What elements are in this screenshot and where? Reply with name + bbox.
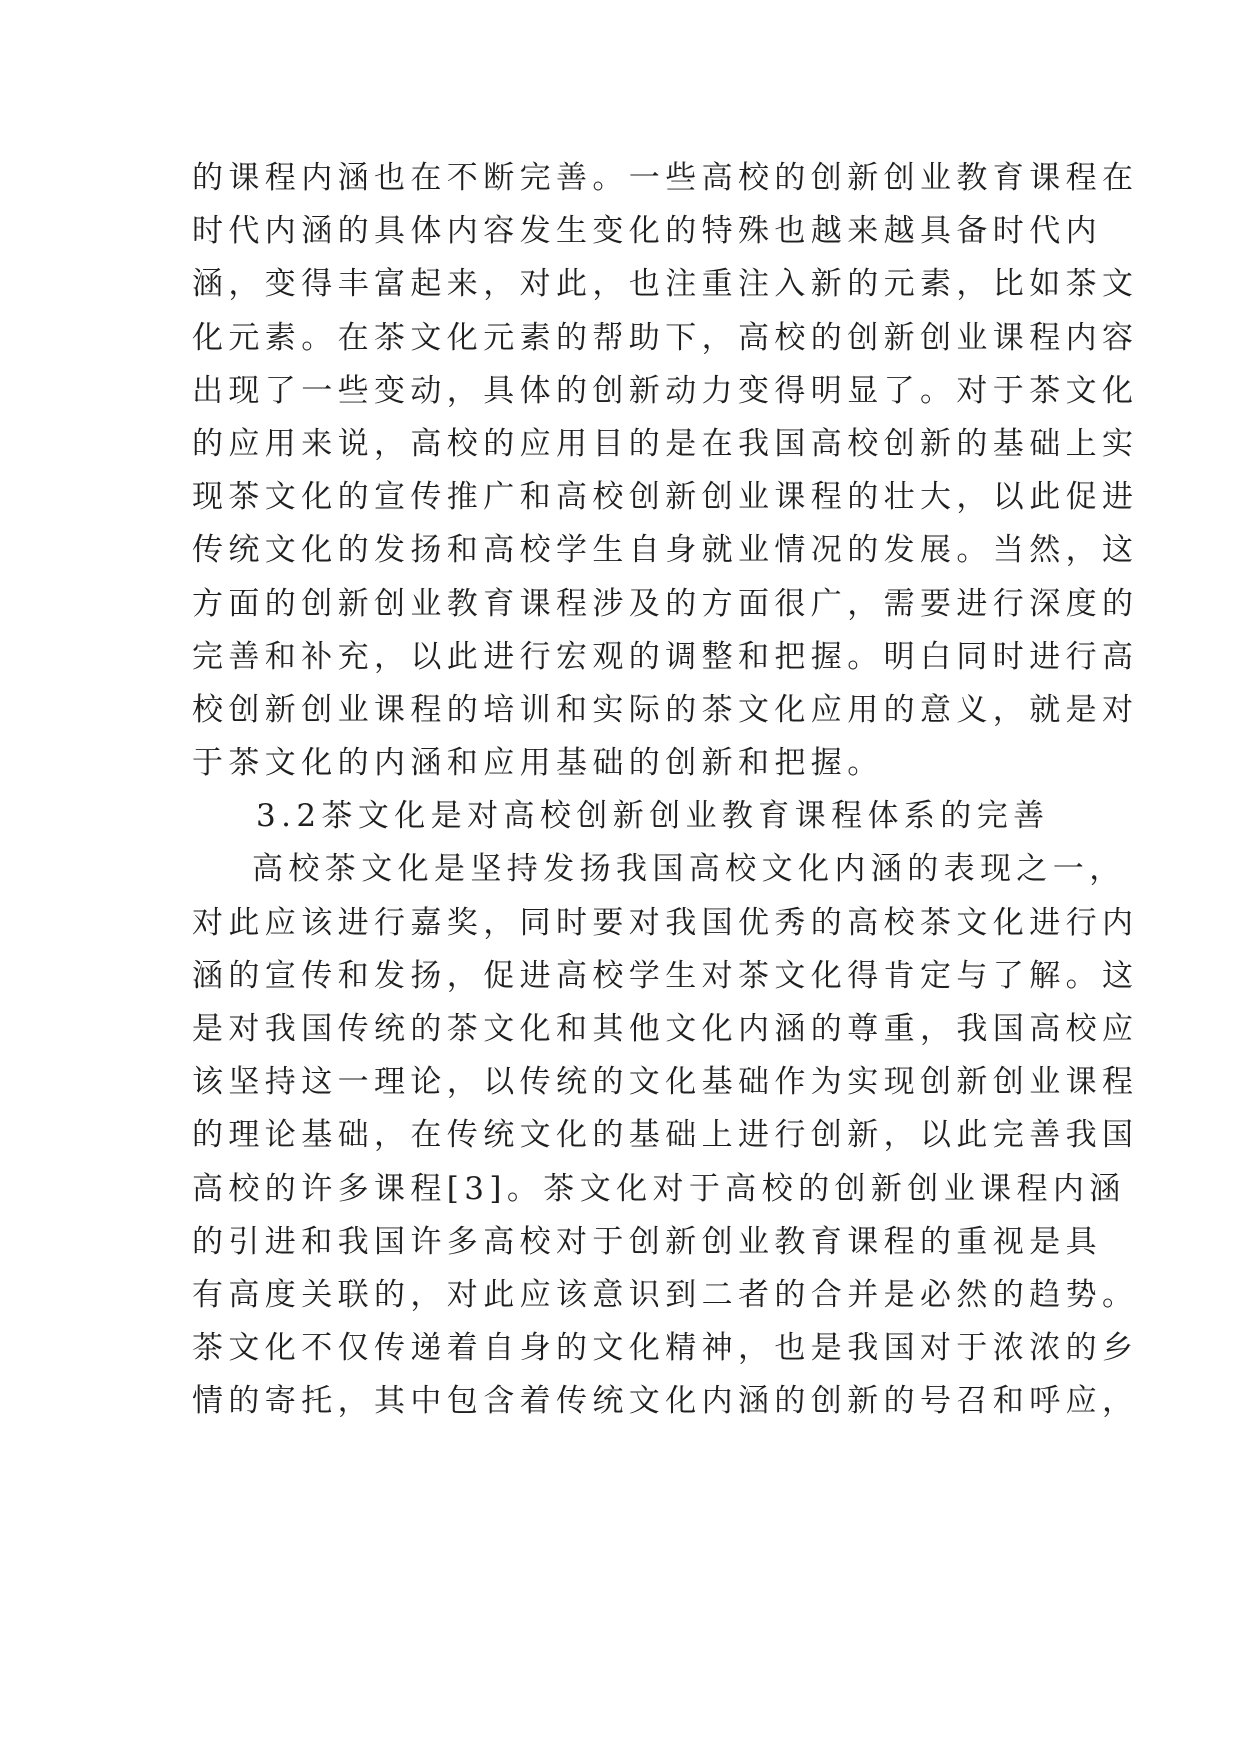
paragraph-line: 完善和补充，以此进行宏观的调整和把握。明白同时进行高 — [192, 638, 1139, 675]
document-body — [192, 152, 1139, 1429]
paragraph-line: 的应用来说，高校的应用目的是在我国高校创新的基础上实 — [192, 425, 1139, 462]
paragraph-line: 化元素。在茶文化元素的帮助下，高校的创新创业课程内容 — [192, 319, 1139, 356]
paragraph-line: 的课程内涵也在不断完善。一些高校的创新创业教育课程在 — [192, 160, 1139, 196]
paragraph-line: 茶文化不仅传递着自身的文化精神，也是我国对于浓浓的乡 — [192, 1330, 1139, 1367]
paragraph-line: 传统文化的发扬和高校学生自身就业情况的发展。当然，这 — [192, 532, 1139, 569]
paragraph-line: 高校的许多课程[3]。茶文化对于高校的创新创业课程内涵 — [192, 1170, 1126, 1207]
section-heading: 3.2茶文化是对高校创新创业教育课程体系的完善 — [256, 798, 1050, 835]
paragraph-line: 有高度关联的，对此应该意识到二者的合并是必然的趋势。 — [192, 1276, 1139, 1313]
paragraph-line: 现茶文化的宣传推广和高校创新创业课程的壮大，以此促进 — [192, 479, 1139, 516]
paragraph-line: 高校茶文化是坚持发扬我国高校文化内涵的表现之一， — [252, 851, 1126, 888]
paragraph-line: 的引进和我国许多高校对于创新创业教育课程的重视是具 — [192, 1223, 1102, 1260]
paragraph-line: 校创新创业课程的培训和实际的茶文化应用的意义，就是对 — [192, 691, 1139, 728]
paragraph-line: 的理论基础，在传统文化的基础上进行创新，以此完善我国 — [192, 1117, 1139, 1154]
paragraph-line: 出现了一些变动，具体的创新动力变得明显了。对于茶文化 — [192, 372, 1139, 409]
paragraph-line: 涵，变得丰富起来，对此，也注重注入新的元素，比如茶文 — [192, 266, 1139, 303]
paragraph-line: 是对我国传统的茶文化和其他文化内涵的尊重，我国高校应 — [192, 1011, 1139, 1047]
paragraph-line: 对此应该进行嘉奖，同时要对我国优秀的高校茶文化进行内 — [192, 904, 1139, 941]
paragraph-line: 该坚持这一理论，以传统的文化基础作为实现创新创业课程 — [192, 1064, 1139, 1101]
paragraph-line: 涵的宣传和发扬，促进高校学生对茶文化得肯定与了解。这 — [192, 957, 1139, 994]
paragraph-line: 情的寄托，其中包含着传统文化内涵的创新的号召和呼应， — [192, 1383, 1139, 1420]
paragraph-line: 时代内涵的具体内容发生变化的特殊也越来越具备时代内 — [192, 213, 1102, 250]
paragraph-line: 于茶文化的内涵和应用基础的创新和把握。 — [192, 745, 884, 782]
paragraph-line: 方面的创新创业教育课程涉及的方面很广，需要进行深度的 — [192, 585, 1139, 622]
